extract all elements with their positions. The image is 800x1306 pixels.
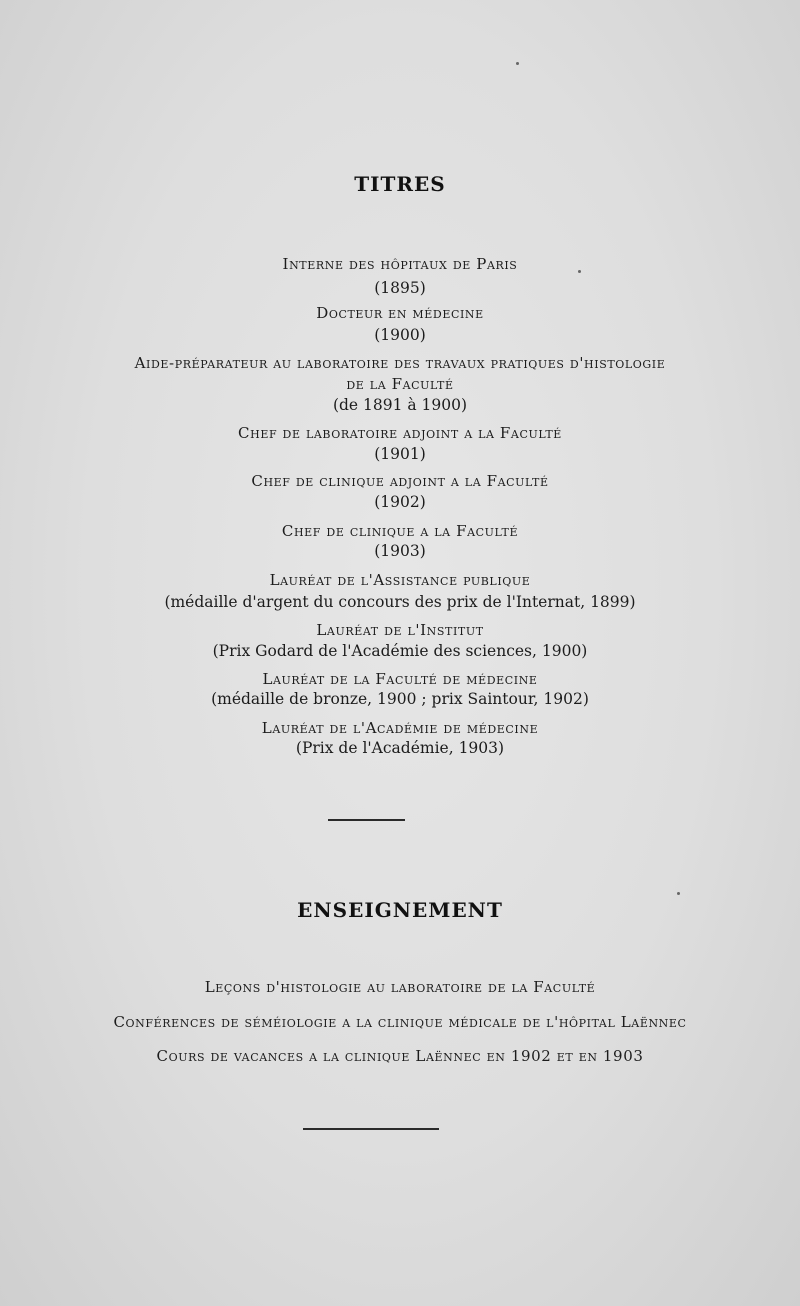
titre-entry-title: Lauréat de l'Institut	[316, 621, 484, 639]
enseignement-entry: Leçons d'histologie au laboratoire de la Faculté	[204, 978, 596, 996]
titre-entry-title: Chef de clinique a la Faculté	[281, 522, 519, 540]
titre-entry-title: Docteur en médecine	[316, 304, 484, 322]
titre-entry-title: Lauréat de l'Assistance publique	[269, 571, 531, 589]
paper-speck	[677, 892, 680, 895]
titre-entry-title: Chef de laboratoire adjoint a la Faculté	[238, 424, 562, 442]
section-divider	[328, 819, 405, 821]
titre-entry-detail: (médaille d'argent du concours des prix de l'Internat, 1899)	[164, 593, 636, 611]
paper-speck	[516, 62, 519, 65]
titre-entry-detail: (1900)	[374, 326, 426, 344]
titre-entry-title: Interne des hôpitaux de Paris	[282, 255, 518, 273]
titre-entry-title: Lauréat de l'Académie de médecine	[261, 719, 539, 737]
titre-entry-title-continued: de la Faculté	[346, 375, 454, 393]
titre-entry-detail: (1903)	[374, 542, 426, 560]
titre-entry-detail: (médaille de bronze, 1900 ; prix Saintour, 1902)	[211, 690, 589, 708]
titre-entry-detail: (Prix Godard de l'Académie des sciences, 1900)	[212, 642, 588, 660]
enseignement-heading: ENSEIGNEMENT	[297, 898, 503, 922]
titre-entry-detail: (Prix de l'Académie, 1903)	[295, 739, 505, 757]
end-divider	[303, 1128, 439, 1130]
titre-entry-title: Chef de clinique adjoint a la Faculté	[251, 472, 549, 490]
titre-entry-detail: (1895)	[374, 279, 426, 297]
titre-entry-detail: (de 1891 à 1900)	[332, 396, 468, 414]
titre-entry-detail: (1902)	[374, 493, 426, 511]
titre-entry-title: Aide-préparateur au laboratoire des travaux pratiques d'histologie	[134, 354, 666, 372]
titre-entry-detail: (1901)	[374, 445, 426, 463]
enseignement-entry: Cours de vacances a la clinique Laënnec en 1902 et en 1903	[156, 1047, 644, 1065]
titre-entry-title: Lauréat de la Faculté de médecine	[262, 670, 538, 688]
enseignement-entry: Conférences de séméiologie a la clinique médicale de l'hôpital Laënnec	[113, 1013, 687, 1031]
titres-heading: TITRES	[354, 172, 446, 196]
paper-speck	[578, 270, 581, 273]
